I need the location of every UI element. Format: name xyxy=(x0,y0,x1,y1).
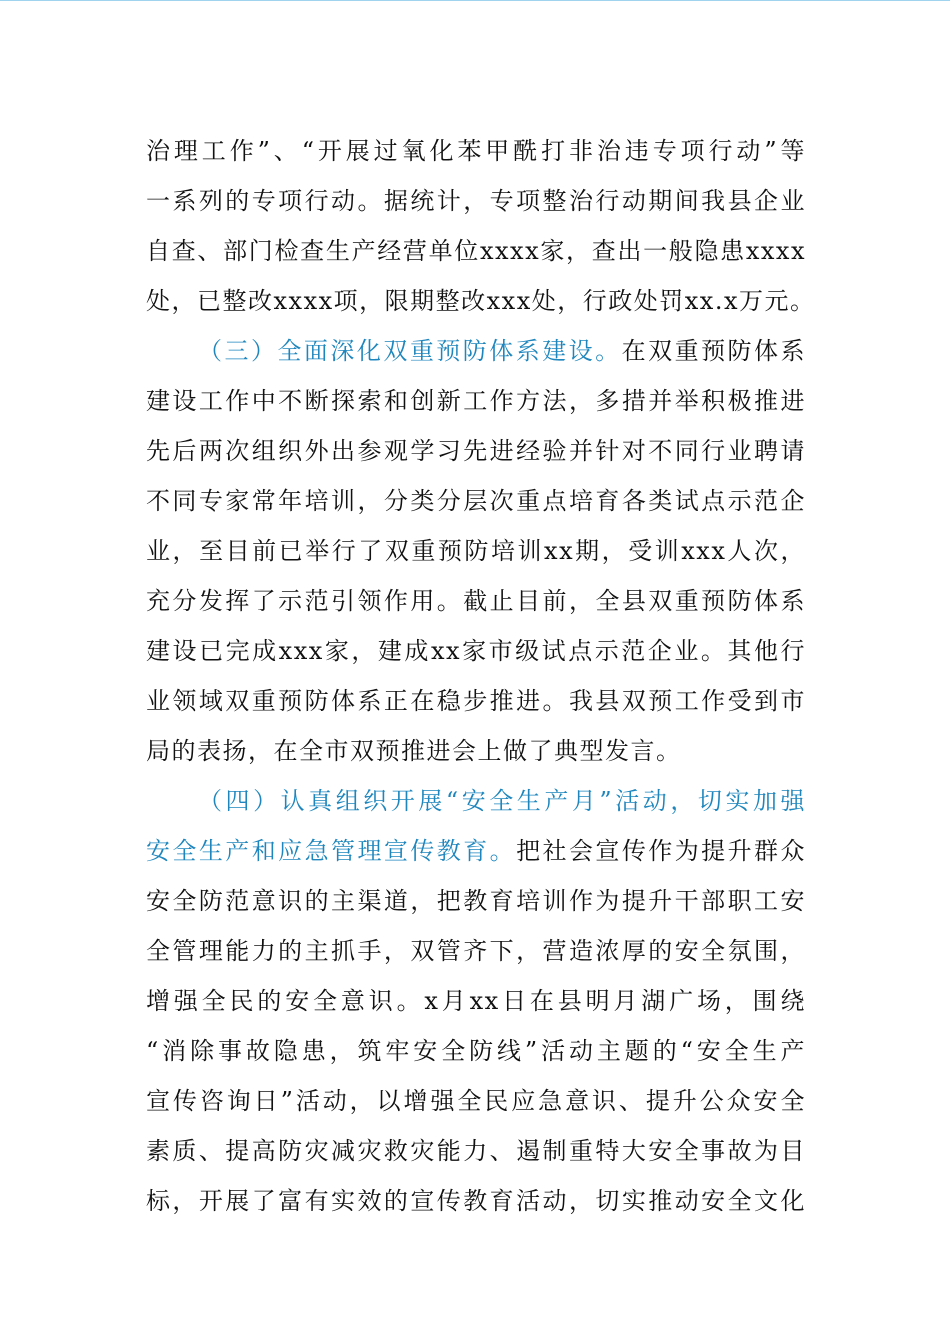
text-line: 标，开展了富有实效的宣传教育活动，切实推动安全文化 xyxy=(146,1187,806,1215)
text-line: 增强全民的安全意识。x月xx日在县明月湖广场，围绕 xyxy=(146,987,806,1015)
text-line: 自查、部门检查生产经营单位xxxx家，查出一般隐患xxxx xyxy=(146,237,806,265)
document-page xyxy=(146,126,816,1226)
paragraph-1 xyxy=(146,126,816,326)
top-border-line xyxy=(0,0,950,1)
section-3-heading: （三）全面深化双重预防体系建设。 xyxy=(198,337,622,365)
text-line: 治理工作”、“开展过氧化苯甲酰打非治违专项行动”等 xyxy=(146,137,806,165)
text-line: 局的表扬，在全市双预推进会上做了典型发言。 xyxy=(146,737,682,765)
text-line: 业，至目前已举行了双重预防培训xx期，受训xxx人次， xyxy=(146,537,806,565)
section-3-first-line xyxy=(146,326,806,376)
text-line: 处，已整改xxxx项，限期整改xxx处，行政处罚xx.x万元。 xyxy=(146,287,816,315)
section-4-second-line xyxy=(146,826,806,876)
section-4-heading-line-1: （四）认真组织开展“安全生产月”活动，切实加强 xyxy=(198,787,806,815)
text-line: 建设已完成xxx家，建成xx家市级试点示范企业。其他行 xyxy=(146,637,806,665)
text-line: 一系列的专项行动。据统计，专项整治行动期间我县企业 xyxy=(146,187,806,215)
text-line: 先后两次组织外出参观学习先进经验并针对不同行业聘请 xyxy=(146,437,806,465)
section-4 xyxy=(146,776,806,1226)
section-4-second-line-text: 把社会宣传作为提升群众 xyxy=(516,837,806,865)
text-line: 素质、提高防灾减灾救灾能力、遏制重特大安全事故为目 xyxy=(146,1137,806,1165)
text-line: 安全防范意识的主渠道，把教育培训作为提升干部职工安 xyxy=(146,887,806,915)
text-line: 宣传咨询日”活动，以增强全民应急意识、提升公众安全 xyxy=(146,1087,806,1115)
section-3 xyxy=(146,326,806,776)
section-3-first-line-text: 在双重预防体系 xyxy=(621,337,807,365)
text-line: 业领域双重预防体系正在稳步推进。我县双预工作受到市 xyxy=(146,687,806,715)
text-line: 建设工作中不断探索和创新工作方法，多措并举积极推进 xyxy=(146,387,806,415)
text-line: 不同专家常年培训，分类分层次重点培育各类试点示范企 xyxy=(146,487,806,515)
section-4-heading-line-2: 安全生产和应急管理宣传教育。 xyxy=(146,837,517,865)
text-line: 充分发挥了示范引领作用。截止目前，全县双重预防体系 xyxy=(146,587,806,615)
text-line: “消除事故隐患，筑牢安全防线”活动主题的“安全生产 xyxy=(146,1037,806,1065)
text-line: 全管理能力的主抓手，双管齐下，营造浓厚的安全氛围， xyxy=(146,937,806,965)
